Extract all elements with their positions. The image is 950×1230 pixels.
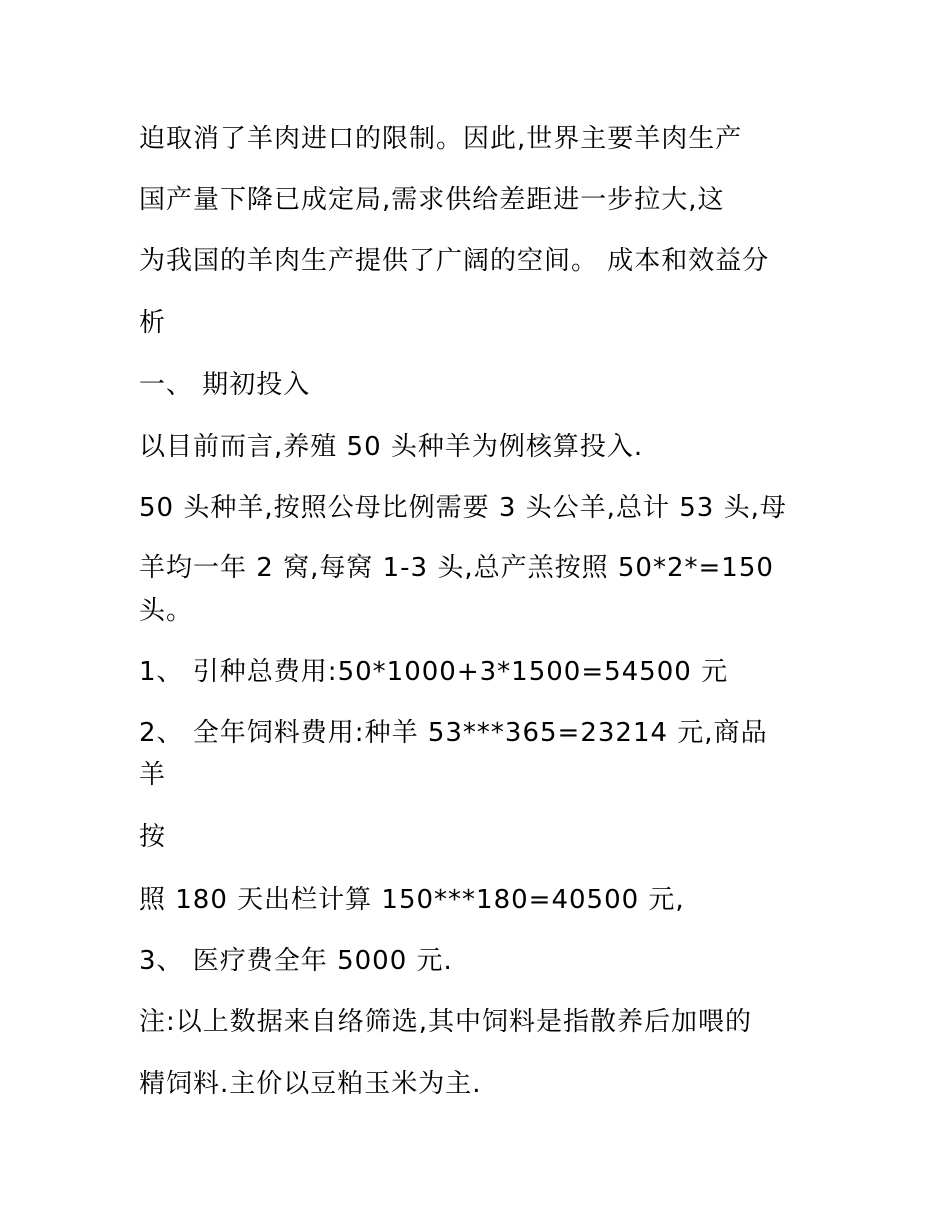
text-line: 按: [139, 822, 167, 852]
list-item-2: 2、 全年饲料费用:种羊 53***365=23214 元,商品: [139, 718, 768, 748]
text-line: 羊均一年 2 窝,每窝 1-3 头,总产羔按照 50*2*=150: [139, 553, 774, 583]
note-line: 精饲料.主价以豆粕玉米为主.: [139, 1069, 482, 1099]
text-line: 50 头种羊,按照公母比例需要 3 头公羊,总计 53 头,母: [139, 493, 787, 523]
text-line: 为我国的羊肉生产提供了广阔的空间。 成本和效益分: [139, 246, 770, 276]
note-line: 注:以上数据来自络筛选,其中饲料是指散养后加喂的: [139, 1007, 753, 1037]
section-heading: 一、 期初投入: [139, 370, 311, 400]
text-line: 照 180 天出栏计算 150***180=40500 元,: [139, 885, 685, 915]
text-line: 以目前而言,养殖 50 头种羊为例核算投入.: [139, 432, 644, 462]
text-line: 国产量下降已成定局,需求供给差距进一步拉大,这: [139, 185, 725, 215]
list-item-1: 1、 引种总费用:50*1000+3*1500=54500 元: [139, 657, 729, 687]
text-line: 头。: [139, 596, 194, 626]
text-line: 羊: [139, 760, 167, 790]
text-line: 析: [139, 308, 167, 338]
list-item-3: 3、 医疗费全年 5000 元.: [139, 946, 453, 976]
text-line: 迫取消了羊肉进口的限制。因此,世界主要羊肉生产: [139, 124, 743, 154]
